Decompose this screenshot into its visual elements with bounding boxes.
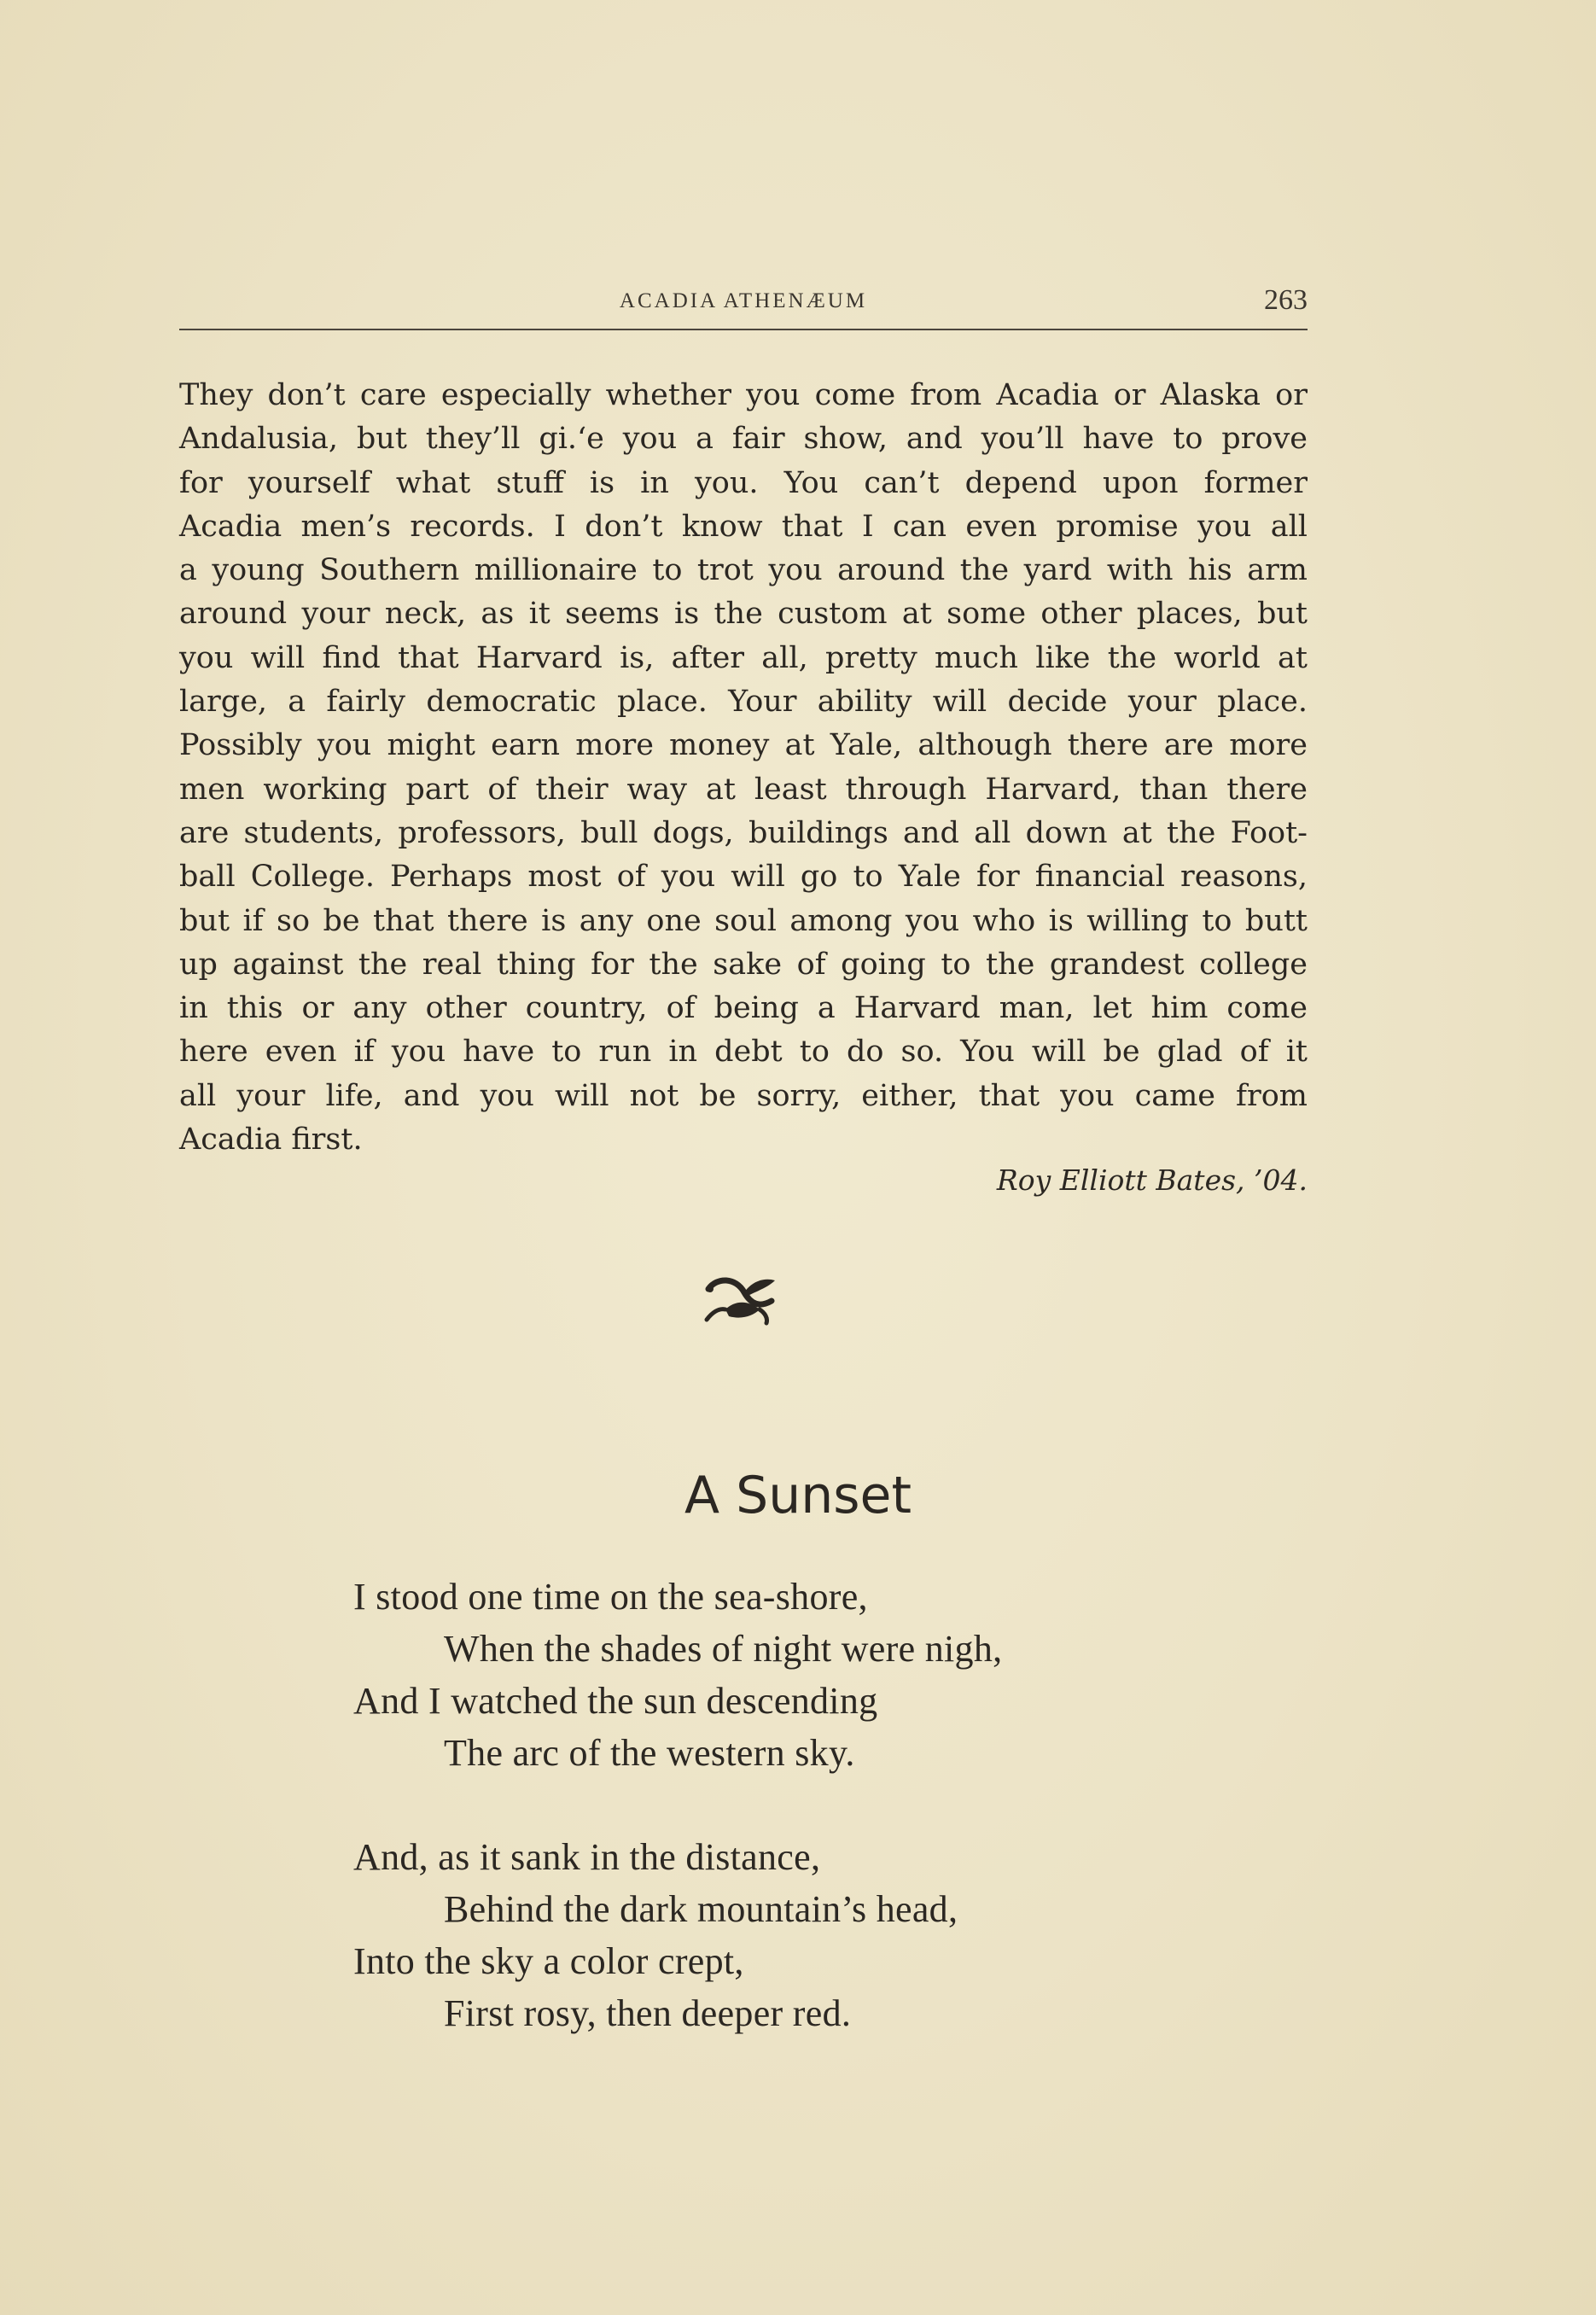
article-line: Acadia first.	[179, 1123, 363, 1158]
article-line: you will find that Harvard is, after all, pretty much like the world at	[179, 640, 1308, 675]
poem-stanza	[353, 1571, 1292, 1779]
author-signature: Roy Elliott Bates, ’04.	[996, 1163, 1308, 1197]
poem-line: And I watched the sun descending	[353, 1680, 878, 1722]
page-number: 263	[1264, 284, 1308, 316]
poem-line: And, as it sank in the distance,	[353, 1836, 821, 1878]
fleuron-icon	[700, 1270, 778, 1330]
poem-line: Behind the dark mountain’s head,	[444, 1888, 958, 1930]
poem-line: When the shades of night were nigh,	[444, 1628, 1003, 1670]
article-line: are students, professors, bull dogs, buildings and all down at the Foot-	[179, 815, 1308, 850]
article-line: large, a fairly democratic place. Your ability will decide your place.	[179, 685, 1308, 720]
running-title: ACADIA ATHENÆUM	[619, 289, 868, 312]
running-head	[179, 286, 1308, 330]
article-line: Andalusia, but they’ll gi.‘e you a fair show, and you’ll have to prove	[179, 422, 1308, 457]
article-line: in this or any other country, of being a Harvard man, let him come	[179, 991, 1308, 1026]
poem-line: Into the sky a color crept,	[353, 1940, 744, 1982]
article-line: but if so be that there is any one soul among you who is willing to butt	[179, 903, 1308, 938]
article-line: Possibly you might earn more money at Yale, although there are more	[179, 728, 1308, 763]
poem-line: First rosy, then deeper red.	[444, 1992, 852, 2034]
article-line: all your life, and you will not be sorry, either, that you came from	[179, 1078, 1308, 1113]
article-line: men working part of their way at least through Harvard, than there	[179, 772, 1308, 807]
article-line: here even if you have to run in debt to do so. You will be glad of it	[179, 1035, 1308, 1070]
poem-line: I stood one time on the sea-shore,	[353, 1576, 868, 1618]
poem-stanza	[353, 1831, 1292, 2039]
article-line: for yourself what stuff is in you. You can’t depend upon former	[179, 465, 1308, 500]
article-line: ball College. Perhaps most of you will go to Yale for financial reasons,	[179, 860, 1308, 895]
article-line: around your neck, as it seems is the custom at some other places, but	[179, 597, 1308, 632]
article-line: Acadia men’s records. I don’t know that I can even promise you all	[179, 509, 1308, 544]
poem-title: A Sunset	[684, 1466, 912, 1525]
article-line: a young Southern millionaire to trot you around the yard with his arm	[179, 553, 1308, 588]
article-line: up against the real thing for the sake of going to the grandest college	[179, 947, 1308, 982]
article-body	[179, 374, 1308, 1162]
article-line: They don’t care especially whether you come from Acadia or Alaska or	[179, 378, 1308, 412]
poem-line: The arc of the western sky.	[444, 1732, 855, 1774]
